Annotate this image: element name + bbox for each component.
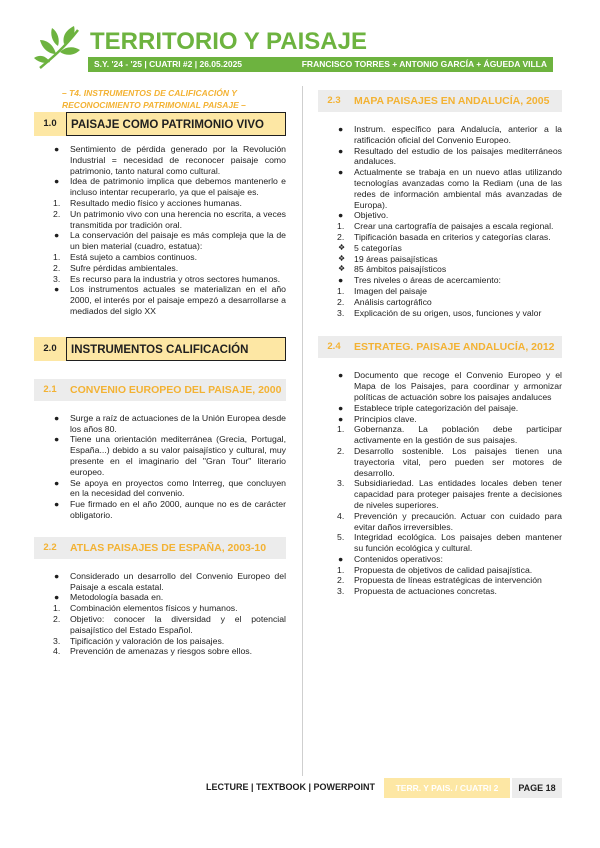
list-marker: 2.: [53, 613, 61, 624]
list-item-text: Tres niveles o áreas de acercamiento:: [354, 275, 501, 286]
list-marker: 3.: [337, 307, 345, 318]
list-item-text: 85 ámbitos paisajísticos: [354, 264, 447, 275]
list-item: [318, 424, 562, 446]
list-item: [318, 167, 562, 210]
list-item: [34, 478, 286, 500]
list-item-text: Sufre pérdidas ambientales.: [70, 262, 179, 273]
page-header: [0, 0, 600, 80]
list-item-text: Resultado medio físico y acciones humanas.: [70, 197, 242, 208]
section-number: 1.0: [34, 112, 66, 136]
list-marker: ●: [54, 144, 60, 154]
list-marker: 1.: [337, 564, 345, 575]
list-item-text: La conservación del paisaje es más compleja que la de un bien material (cuadro, estatua):: [70, 230, 286, 252]
list-item-text: Tipificación basada en criterios y categorías claras.: [354, 231, 551, 242]
meta-bar: [88, 57, 553, 72]
section-number: 2.4: [318, 336, 350, 358]
list-marker: ●: [54, 434, 60, 445]
list-item-text: Imagen del paisaje: [354, 285, 427, 296]
list-item-text: Prevención y precaución. Actuar con cuidado para evitar daños irreversibles.: [354, 510, 562, 532]
list-item: [34, 413, 286, 435]
list-marker: ●: [338, 124, 344, 134]
list-marker: ●: [54, 284, 60, 295]
list-item: [318, 210, 562, 221]
list-item-text: Documento que recoge el Convenio Europeo y el Mapa de los Paisajes, para coordinar y armonizar políticas de actuación sobre los paisajes andaluces: [354, 370, 562, 402]
course-meta: S.Y. '24 - '25 | CUATRI #2 | 26.05.2025: [94, 59, 243, 69]
list-marker: ●: [54, 477, 60, 488]
list-item-text: Está sujeto a cambios continuos.: [70, 251, 198, 262]
list-item: [34, 198, 286, 209]
list-item-text: Explicación de su origen, usos, funciones y valor: [354, 307, 542, 318]
section-title: PAISAJE COMO PATRIMONIO VIVO: [66, 112, 286, 136]
list-item-text: Crear una cartografía de paisajes a escala regional.: [354, 221, 554, 232]
list-marker: 2.: [53, 262, 61, 273]
list-item-text: Integridad ecológica. Los paisajes deben mantener su función ecológica y cultural.: [354, 532, 562, 554]
list-marker: ●: [338, 402, 344, 413]
list-marker: ●: [338, 275, 344, 286]
section-title: CONVENIO EUROPEO DEL PAISAJE, 2000: [66, 379, 286, 401]
topic-note-line-2: RECONOCIMIENTO PATRIMONIAL PAISAJE –: [62, 100, 246, 110]
list-marker: 2.: [337, 575, 345, 586]
list-item: [318, 370, 562, 402]
list-item: [34, 274, 286, 285]
section-2-4-list: [318, 370, 562, 597]
section-2-0: [34, 337, 286, 361]
list-item: [34, 230, 286, 252]
list-item: [318, 403, 562, 414]
list-item: [34, 176, 286, 198]
column-divider: [302, 86, 303, 776]
list-marker: 1.: [337, 221, 345, 232]
list-item: [318, 446, 562, 478]
list-item-text: Principios clave.: [354, 413, 417, 424]
section-title: ESTRATEG. PAISAJE ANDALUCÍA, 2012: [350, 336, 562, 358]
list-item: [318, 586, 562, 597]
list-item: [318, 308, 562, 319]
list-item: [318, 254, 562, 265]
list-marker: ●: [54, 499, 60, 510]
list-item-text: Actualmente se trabaja en un nuevo atlas utilizando tecnologías avanzadas como la Rediam (una de las redes de información ambiental más avanzadas de Europa).: [354, 167, 562, 210]
list-item: [34, 646, 286, 657]
list-item: [318, 414, 562, 425]
list-marker: ●: [54, 592, 60, 603]
list-item: [34, 434, 286, 477]
list-item-text: Considerado un desarrollo del Convenio Europeo del Paisaje a escala estatal.: [70, 570, 286, 592]
list-item-text: Surge a raíz de actuaciones de la Unión Europea desde los años 80.: [70, 412, 286, 434]
page-title: TERRITORIO Y PAISAJE: [90, 28, 367, 55]
list-item-text: 5 categorías: [354, 242, 402, 253]
list-item: [318, 146, 562, 168]
list-item: [318, 243, 562, 254]
list-item-text: 19 áreas paisajísticas: [354, 253, 438, 264]
section-number: 2.1: [34, 379, 66, 401]
list-item: [318, 221, 562, 232]
list-item-text: Instrum. específico para Andalucía, anterior a la ratificación oficial del Convenio Europeo.: [354, 124, 562, 145]
list-item: [318, 275, 562, 286]
list-item-text: Contenidos operativos:: [354, 553, 443, 564]
list-item-text: Es recurso para la industria y otros sectores humanos.: [70, 273, 281, 284]
list-item: [318, 575, 562, 586]
list-marker: ❖: [338, 242, 346, 252]
topic-note-line-1: – T4. INSTRUMENTOS DE CALIFICACIÓN Y: [62, 88, 237, 98]
list-item: [318, 124, 562, 146]
section-title: INSTRUMENTOS CALIFICACIÓN: [66, 337, 286, 361]
list-item-text: Análisis cartográfico: [354, 296, 432, 307]
list-item: [34, 144, 286, 176]
list-marker: ●: [338, 167, 344, 178]
list-item: [318, 554, 562, 565]
list-marker: ●: [338, 553, 344, 564]
list-marker: ❖: [338, 253, 346, 263]
list-item-text: Se apoya en proyectos como Interreg, que concluyen en la necesidad del convenio.: [70, 477, 286, 499]
list-marker: ●: [54, 412, 60, 423]
list-marker: ●: [54, 230, 60, 241]
list-item: [318, 511, 562, 533]
list-item: [34, 209, 286, 231]
list-marker: ●: [54, 570, 60, 581]
list-marker: 1.: [337, 285, 345, 296]
section-number: 2.0: [34, 337, 66, 361]
section-1-0-list: [34, 144, 286, 317]
list-item-text: Subsidiariedad. Las entidades locales deben tener capacidad para proteger paisajes frente a decisiones de niveles superiores.: [354, 478, 562, 510]
list-marker: 4.: [337, 510, 345, 521]
list-item: [318, 232, 562, 243]
list-item-text: Desarrollo sostenible. Los paisajes tienen una trayectoria vital, pero pueden ser motores de desarrollo.: [354, 445, 562, 478]
section-1-0: [34, 112, 286, 136]
list-marker: 4.: [53, 646, 61, 657]
list-marker: 2.: [337, 445, 345, 456]
list-item: [34, 571, 286, 593]
list-item: [34, 252, 286, 263]
list-marker: ❖: [338, 264, 346, 274]
page-number: PAGE 18: [512, 778, 562, 798]
list-item-text: Propuesta de objetivos de calidad paisajística.: [354, 564, 533, 575]
section-title: ATLAS PAISAJES DE ESPAÑA, 2003-10: [66, 537, 286, 559]
list-item: [34, 614, 286, 636]
list-item-text: Propuesta de actuaciones concretas.: [354, 586, 497, 597]
list-item: [34, 263, 286, 274]
list-marker: 3.: [53, 635, 61, 646]
list-marker: 1.: [53, 603, 61, 614]
list-item-text: Prevención de amenazas y riesgos sobre ellos.: [70, 646, 253, 657]
list-marker: 2.: [337, 231, 345, 242]
list-item: [318, 478, 562, 510]
list-marker: 2.: [53, 208, 61, 219]
list-item-text: Tipificación y valoración de los paisajes.: [70, 635, 225, 646]
list-marker: ●: [338, 210, 344, 221]
list-item-text: Los instrumentos actuales se materializan en el año 2000, el interés por el paisaje empezó a desarrollarse a mediados del siglo XX: [70, 284, 286, 316]
list-marker: ●: [338, 413, 344, 424]
list-item-text: Sentimiento de pérdida generado por la Revolución Industrial = necesidad de reconocer paisaje como patrimonio, tanto natural como cultural.: [70, 144, 286, 176]
list-item-text: Combinación elementos físicos y humanos.: [70, 603, 238, 614]
list-item: [34, 603, 286, 614]
list-marker: 3.: [337, 586, 345, 597]
list-item-text: Objetivo.: [354, 210, 389, 221]
list-item-text: Tiene una orientación mediterránea (Grecia, Portugal, España...) debido a su valor paisajístico y cultural, muy presente en el imaginario del "Gran Tour" literario europeo.: [70, 434, 286, 477]
list-marker: 1.: [53, 197, 61, 208]
list-marker: ●: [54, 176, 60, 187]
leaf-branch-icon: [34, 24, 84, 72]
footer-links: LECTURE | TEXTBOOK | POWERPOINT: [206, 782, 376, 792]
list-item: [318, 297, 562, 308]
section-2-3: [318, 90, 562, 112]
list-item: [34, 592, 286, 603]
list-item: [318, 286, 562, 297]
section-number: 2.2: [34, 537, 66, 559]
list-marker: 3.: [337, 478, 345, 489]
list-item: [34, 636, 286, 647]
list-item: [34, 284, 286, 316]
page-footer: [0, 778, 600, 798]
section-2-3-list: [318, 124, 562, 318]
authors: FRANCISCO TORRES + ANTONIO GARCÍA + ÁGUEDA VILLA: [301, 59, 547, 69]
list-item: [318, 565, 562, 576]
section-2-2-list: [34, 571, 286, 657]
course-tag: TERR. Y PAIS. / CUATRI 2: [384, 778, 510, 798]
list-marker: ●: [338, 370, 344, 381]
list-item-text: Propuesta de líneas estratégicas de intervención: [354, 575, 542, 586]
list-item: [34, 499, 286, 521]
list-item-text: Un patrimonio vivo con una herencia no escrita, a veces transmitida por tradición oral.: [70, 208, 286, 230]
right-column: [318, 84, 562, 597]
left-column: [34, 84, 286, 657]
list-item-text: Gobernanza. La población debe participar activamente en la gestión de sus paisajes.: [354, 424, 562, 446]
section-2-4: [318, 336, 562, 358]
list-marker: 2.: [337, 296, 345, 307]
section-title: MAPA PAISAJES EN ANDALUCÍA, 2005: [350, 90, 562, 112]
list-item-text: Resultado del estudio de los paisajes mediterráneos andaluces.: [354, 145, 562, 167]
list-marker: 1.: [337, 424, 345, 435]
list-item: [318, 264, 562, 275]
list-item-text: Idea de patrimonio implica que debemos mantenerlo e incluso intentar recuperarlo, ya que el paisaje es.: [70, 176, 286, 198]
section-2-2: [34, 537, 286, 559]
list-item-text: Metodología basada en.: [70, 592, 164, 603]
list-marker: 1.: [53, 251, 61, 262]
section-number: 2.3: [318, 90, 350, 112]
section-2-1-list: [34, 413, 286, 521]
list-item-text: Establece triple categorización del paisaje.: [354, 402, 519, 413]
list-item-text: Objetivo: conocer la diversidad y el potencial paisajístico del Estado Español.: [70, 613, 286, 635]
list-item-text: Fue firmado en el año 2000, aunque no es de carácter obligatorio.: [70, 499, 286, 520]
list-marker: 5.: [337, 532, 345, 543]
list-marker: ●: [338, 145, 344, 156]
section-2-1: [34, 379, 286, 401]
list-marker: 3.: [53, 273, 61, 284]
list-item: [318, 532, 562, 554]
